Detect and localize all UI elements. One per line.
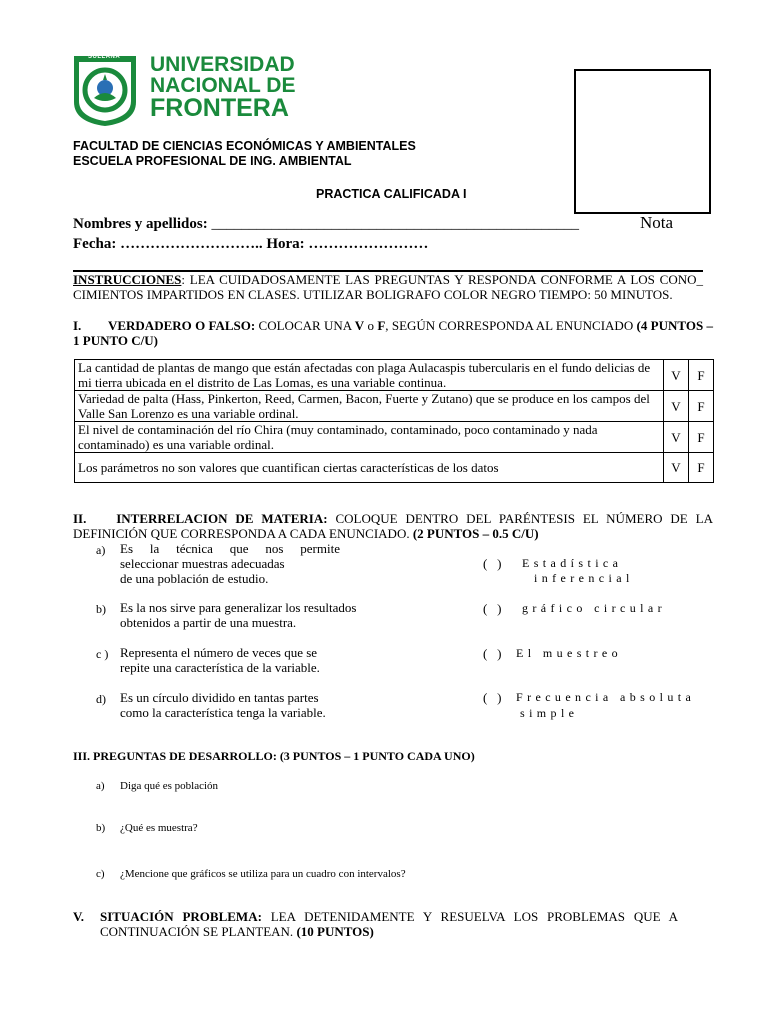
- table-row: [75, 422, 714, 453]
- section-5-number: V.: [73, 909, 84, 924]
- true-option[interactable]: V: [664, 453, 689, 483]
- exam-title: PRACTICA CALIFICADA I: [316, 187, 467, 201]
- table-row: [75, 360, 714, 391]
- section-1-subtitle-post: , SEGÚN CORRESPONDA AL ENUNCIADO: [385, 318, 637, 333]
- nota-label: Nota: [640, 213, 674, 232]
- matching-item-letter: d): [96, 692, 106, 706]
- question-text: ¿Mencione que gráficos se utiliza para un cuadro con intervalos?: [120, 868, 406, 880]
- statement-text: La cantidad de plantas de mango que están afectadas con plaga Aulacaspis tubercularis en el fundo delicias de mi tierra ubicada en el distrito de Las Lomas, es una variable continua.: [75, 360, 664, 391]
- answer-option: Frecuencia absoluta: [516, 690, 696, 704]
- false-option[interactable]: F: [689, 453, 714, 483]
- section-5-title: SITUACIÓN PROBLEMA:: [100, 909, 262, 924]
- section-5-text: LEA DETENIDAMENTE Y RESUELVA LOS PROBLEMAS QUE A CONTINUACIÓN SE PLANTEAN.: [100, 909, 679, 939]
- logo-line-1: UNIVERSIDAD: [150, 53, 295, 76]
- section-2-heading: [73, 511, 713, 541]
- faculty-name: FACULTAD DE CIENCIAS ECONÓMICAS Y AMBIENTALES: [73, 139, 416, 153]
- table-row: [75, 453, 714, 483]
- section-1-heading: [73, 318, 713, 348]
- hora-dots: ……………………: [308, 236, 429, 252]
- instructions: [73, 272, 703, 302]
- section-3-heading: III. PREGUNTAS DE DESARROLLO: (3 PUNTOS – 1 PUNTO CADA UNO): [73, 749, 475, 763]
- section-5-heading: [100, 909, 678, 939]
- section-1-title: VERDADERO O FALSO:: [107, 318, 256, 333]
- false-option[interactable]: F: [689, 360, 714, 391]
- grade-box[interactable]: [574, 69, 711, 214]
- name-line: _________________________________________________: [211, 216, 579, 232]
- false-option[interactable]: F: [689, 422, 714, 453]
- instructions-text: : LEA CUIDADOSAMENTE LAS PREGUNTAS Y RESPONDA CONFORME A LOS CONO_ CIMIENTOS IMPARTIDOS EN CLASES. UTILIZAR BOLIGRAFO COLOR NEGRO TIEMPO: 50 MINUTOS.: [73, 272, 703, 302]
- name-field[interactable]: [73, 216, 579, 233]
- answer-option: Estadística: [522, 556, 623, 570]
- answer-paren[interactable]: ( ): [483, 556, 502, 571]
- university-seal-icon: [70, 52, 140, 128]
- matching-item-text: Es la técnica que nos permite seleccionar muestras adecuadas de una población de estudio.: [120, 541, 340, 586]
- matching-item-letter: a): [96, 543, 106, 557]
- section-2-points: (2 PUNTOS – 0.5 C/U): [412, 526, 539, 541]
- answer-paren[interactable]: ( ): [483, 646, 502, 661]
- instructions-label: INSTRUCCIONES: [73, 272, 182, 287]
- section-5-points: (10 PUNTOS): [296, 924, 374, 939]
- section-1-v: V: [354, 318, 365, 333]
- question-text: ¿Qué es muestra?: [120, 822, 198, 834]
- table-row: [75, 391, 714, 422]
- section-2-number: II.: [73, 511, 87, 526]
- hora-label: Hora:: [266, 236, 305, 252]
- matching-item-text: Es la nos sirve para generalizar los resultados obtenidos a partir de una muestra.: [120, 600, 357, 630]
- answer-option-line2: inferencial: [534, 571, 634, 585]
- true-false-table: [74, 359, 714, 483]
- question-letter: b): [96, 822, 106, 834]
- logo-line-3: FRONTERA: [150, 94, 289, 122]
- school-name: ESCUELA PROFESIONAL DE ING. AMBIENTAL: [73, 154, 352, 168]
- question-text: Diga qué es población: [120, 780, 219, 792]
- false-option[interactable]: F: [689, 391, 714, 422]
- question-letter: c): [96, 868, 105, 880]
- statement-text: Los parámetros no son valores que cuantifican ciertas características de los datos: [75, 453, 664, 483]
- matching-item-text: Representa el número de veces que se repite una característica de la variable.: [120, 645, 320, 675]
- section-2-text: COLOQUE DENTRO DEL PARÉNTESIS EL NÚMERO DE LA DEFINICIÓN QUE CORRESPONDA A CADA ENUNCIADO.: [73, 511, 713, 541]
- true-option[interactable]: V: [664, 422, 689, 453]
- fecha-dots: ………………………..: [120, 236, 263, 252]
- true-option[interactable]: V: [664, 360, 689, 391]
- answer-option: El muestreo: [516, 646, 623, 660]
- university-logo: [70, 52, 300, 128]
- section-2-title: INTERRELACION DE MATERIA:: [116, 511, 328, 526]
- section-1-o: o: [364, 318, 378, 333]
- logo-line-2: NACIONAL DE: [150, 74, 296, 97]
- answer-option: gráfico circular: [522, 601, 667, 615]
- answer-option-line2: simple: [520, 706, 579, 720]
- question-letter: a): [96, 780, 105, 792]
- section-1-number: I.: [73, 318, 82, 333]
- statement-text: Variedad de palta (Hass, Pinkerton, Reed, Carmen, Bacon, Fuerte y Zutano) que se produce en los campos del Valle San Lorenzo es una variable ordinal.: [75, 391, 664, 422]
- section-1-f: F: [377, 318, 386, 333]
- section-1-subtitle-pre: COLOCAR UNA: [255, 318, 355, 333]
- statement-text: El nivel de contaminación del río Chira (muy contaminado, contaminado, poco contaminado y nada contaminado) es una variable ordinal.: [75, 422, 664, 453]
- date-time-field[interactable]: [73, 236, 428, 253]
- matching-item-letter: c ): [96, 647, 109, 661]
- section-1-points: (4 PUNTOS – 1 PUNTO C/U): [73, 318, 714, 348]
- answer-paren[interactable]: ( ): [483, 690, 502, 705]
- matching-item-text: Es un círculo dividido en tantas partes como la característica tenga la variable.: [120, 690, 326, 720]
- seal-top-text: SULLANA: [88, 54, 121, 60]
- true-option[interactable]: V: [664, 391, 689, 422]
- matching-item-letter: b): [96, 602, 106, 616]
- fecha-label: Fecha:: [73, 236, 117, 252]
- name-label: Nombres y apellidos:: [73, 216, 208, 232]
- answer-paren[interactable]: ( ): [483, 601, 502, 616]
